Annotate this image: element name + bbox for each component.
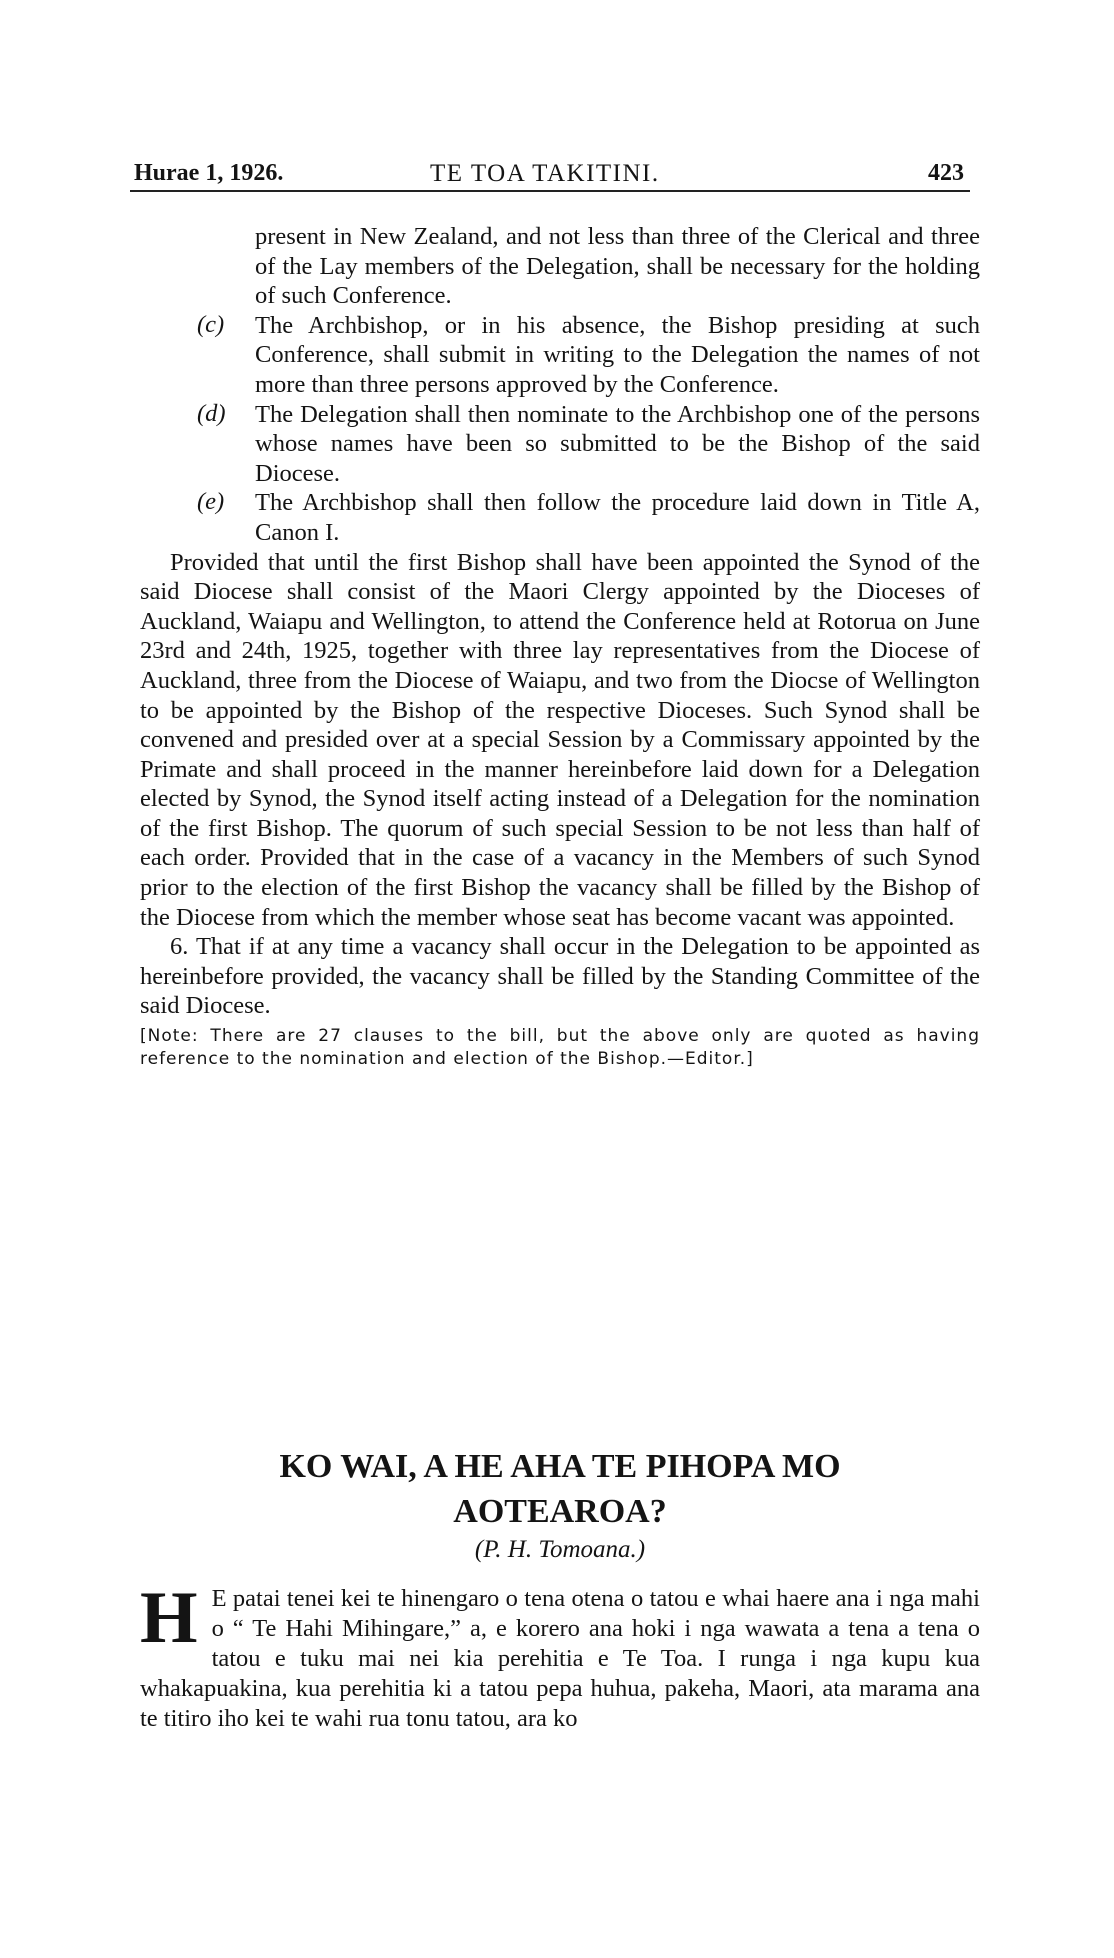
clause-d-text: The Delegation shall then nominate to the Archbishop one of the persons whose names have been so submitted to be the Bishop of the said Diocese. — [255, 400, 980, 487]
continued-paragraph: present in New Zealand, and not less than three of the Clerical and three of the Lay members of the Delegation, shall be necessary for the holding of such Conference. — [255, 223, 980, 310]
clause-d — [197, 399, 980, 489]
proviso-paragraph: Provided that until the first Bishop shall have been appointed the Synod of the said Diocese shall consist of the Maori Clergy appointed by the Dioceses of Auckland, Waiapu and Wellington, to attend the Conference held at Rotorua on June 23rd and 24th, 1925, together with three lay representatives from the Diocese of Auckland, three from the Diocese of Waiapu, and two from the Diocse of Wellington to be appointed by the Bishop of the respective Dioceses. Such Synod shall be convened and presided over at a special Session by a Commissary appointed by the Primate and shall proceed in the manner hereinbefore laid down for a Delegation elected by Synod, the Synod itself acting instead of a Delegation for the nomination of the first Bishop. The quorum of such special Session to be not less than half of each order. Provided that in the case of a vacancy in the Members of such Synod prior to the election of the first Bishop the vacancy shall be filled by the Bishop of the Diocese from which the member whose seat has become vacant was appointed. — [140, 548, 980, 931]
drop-cap: H — [140, 1577, 198, 1659]
bill-text — [140, 222, 980, 1071]
clause-c-text: The Archbishop, or in his absence, the Bishop presiding at such Conference, shall submit in writing to the Delegation the names of not more than three persons approved by the Conference. — [255, 311, 980, 398]
clause-6-paragraph: 6. That if at any time a vacancy shall occur in the Delegation to be appointed as hereinbefore provided, the vacancy shall be filled by the Standing Committee of the said Diocese. — [140, 933, 980, 1020]
header-journal-title: TE TOA TAKITINI. — [430, 160, 660, 187]
article-first-paragraph — [140, 1577, 980, 1734]
clause-e-text: The Archbishop shall then follow the procedure laid down in Title A, Canon I. — [255, 489, 980, 546]
header-page-number: 423 — [928, 160, 964, 186]
clause-e-mark: (e) — [197, 488, 225, 516]
running-header — [130, 160, 970, 192]
article-title — [140, 1444, 980, 1534]
clause-e — [197, 488, 980, 547]
clause-c — [197, 310, 980, 400]
editor-note: [Note: There are 27 clauses to the bill, but the above only are quoted as having reference to the nomination and election of the Bishop.—Editor.] — [140, 1026, 980, 1070]
article-title-line-2: AOTEAROA? — [453, 1493, 667, 1530]
clause-c-mark: (c) — [197, 310, 225, 338]
article-title-line-1: KO WAI, A HE AHA TE PIHOPA MO — [279, 1448, 841, 1485]
article-byline: (P. H. Tomoana.) — [474, 1536, 646, 1563]
clause-d-mark: (d) — [197, 399, 226, 427]
article-body — [140, 1577, 980, 1734]
article-body-text: E patai tenei kei te hinengaro o tena otena o tatou e whai haere ana i nga mahi o “ Te Hahi Mihingare,” a, e korero ana hoki i nga wawata a tena a tena o tatou e tuku mai nei kia perehitia e Te Toa. I runga i nga kupu kua whakapuakina, kua perehitia ki a tatou pepa huhua, pakeha, Maori, ata marama ana te titiro iho kei te wahi rua tonu tatou, ara ko — [140, 1585, 980, 1732]
header-date: Hurae 1, 1926. — [134, 160, 284, 186]
